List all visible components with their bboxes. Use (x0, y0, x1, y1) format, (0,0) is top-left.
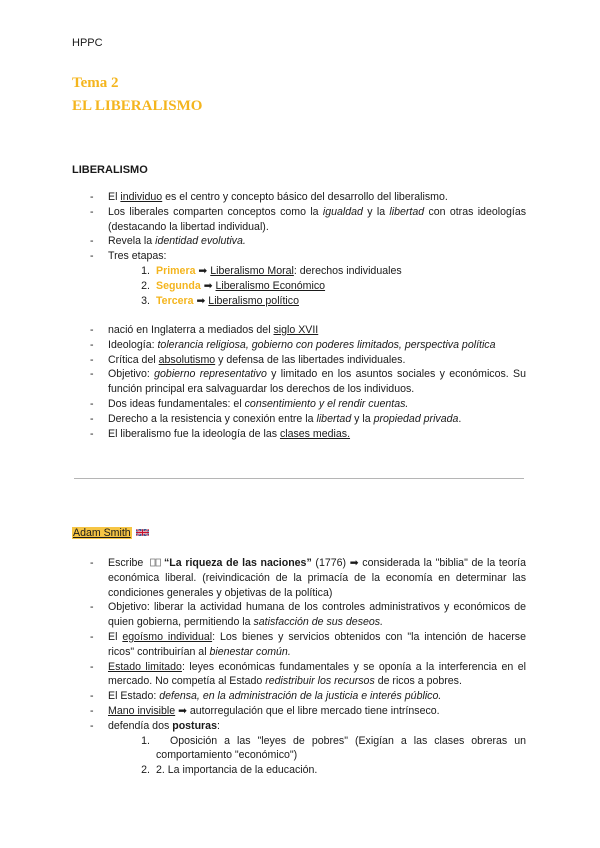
list-item: - defendía dos posturas: 1. Oposición a las "leyes de pobres" (Exigían a las clases obreras un comportamiento "económico") 2. 2. La importancia de la educación. (90, 719, 526, 777)
list-item: - El egoísmo individual: Los bienes y servicios obtenidos con "la intención de hacerse ricos" contribuirían al bienestar común. (90, 630, 526, 658)
postures-list (108, 734, 526, 778)
section-title-liberalismo: LIBERALISMO (72, 164, 148, 176)
list-item: - Dos ideas fundamentales: el consentimiento y el rendir cuentas. (90, 397, 409, 410)
list-item: - El individuo es el centro y concepto básico del desarrollo del liberalismo. (90, 191, 448, 203)
list-item: - El Estado: defensa, en la administración de la justicia e interés público. (90, 690, 442, 703)
list-item: - Revela la identidad evolutiva. (90, 235, 246, 248)
stages-list (108, 264, 526, 308)
horizontal-divider (74, 478, 524, 479)
liberalismo-list-2 (72, 323, 526, 441)
adam-smith-heading: Adam Smith (73, 527, 131, 539)
list-item: - Ideología: tolerancia religiosa, gobierno con poderes limitados, perspectiva política (90, 338, 496, 351)
list-item: - Crítica del absolutismo y defensa de las libertades individuales. (90, 353, 406, 366)
stage-item: 3. Tercera ➡ Liberalismo político (141, 294, 299, 307)
uk-flag-icon (136, 528, 149, 537)
list-item: - Mano invisible ➡ autorregulación que el libre mercado tiene intrínseco. (90, 704, 440, 717)
section-title-adam-smith (72, 527, 149, 539)
stage-item: 2. Segunda ➡ Liberalismo Económico (141, 279, 326, 292)
page-header: HPPC (72, 37, 103, 49)
list-item: - Derecho a la resistencia y conexión entre la libertad y la propiedad privada. (90, 412, 462, 425)
list-item: - Estado limitado: leyes económicas fundamentales y se oponía a la interferencia en el mercado. No competía al Estado redistribuir los recursos de ricos a pobres. (90, 660, 526, 688)
list-item: - Objetivo: liberar la actividad humana de los controles administrativos y económicos de quien gobierna, permitiendo la satisfacción de sus deseos. (90, 601, 526, 629)
list-item: - Escribe “La riqueza de las naciones” (1776) ➡ considerada la "biblia" de la teoría económica liberal. (reivindicación de la primacía de la economía en determinar las condiciones generales y objetivas de la política) (90, 557, 526, 599)
book-icon (150, 558, 161, 567)
stage-item: 1. Primera ➡ Liberalismo Moral: derechos individuales (141, 264, 402, 277)
list-item: - Tres etapas: 1. Primera ➡ Liberalismo Moral: derechos individuales 2. Segunda ➡ Liberalismo Económico 3. Tercera ➡ Liberalismo político (72, 249, 526, 308)
liberalismo-list (72, 190, 526, 308)
list-item: - nació en Inglaterra a mediados del siglo XVII (90, 324, 319, 336)
topic-number: Tema 2 (72, 75, 119, 91)
posture-item: 2. 2. La importancia de la educación. (141, 764, 318, 777)
list-item: - Objetivo: gobierno representativo y limitado en los asuntos sociales y económicos. Su función principal era salvaguardar los derechos de los individuos. (90, 368, 527, 396)
posture-item: 1. Oposición a las "leyes de pobres" (Exigían a las clases obreras un comportamiento "económico") (141, 734, 526, 762)
list-item: - El liberalismo fue la ideología de las clases medias. (90, 427, 351, 440)
adam-smith-list (72, 556, 526, 778)
topic-heading (72, 72, 202, 118)
list-item: - Los liberales comparten conceptos como la igualdad y la libertad con otras ideologías (destacando la libertad individual). (90, 205, 527, 233)
topic-title: EL LIBERALISMO (72, 98, 203, 114)
